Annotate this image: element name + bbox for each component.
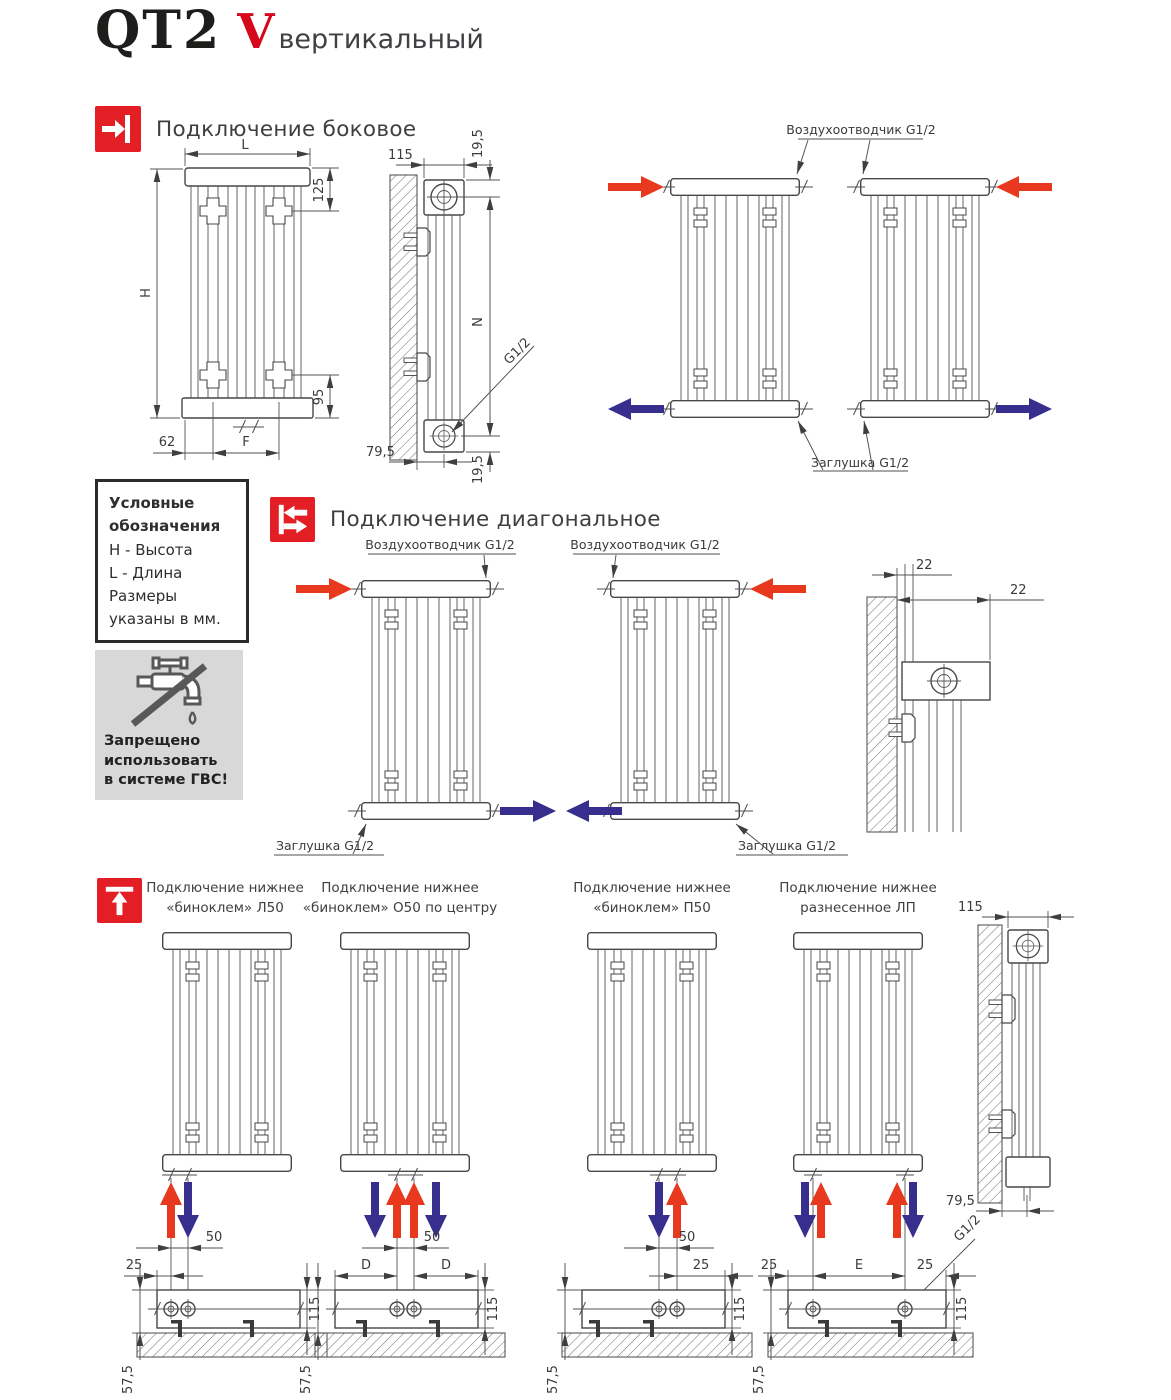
dim-25-label: 25 — [692, 1258, 710, 1273]
dim-115-label: 115 — [733, 1296, 748, 1322]
warning-line-3: в системе ГВС! — [104, 772, 229, 789]
dim-95-label: 95 — [312, 388, 327, 406]
bottom-side-profile-drawing — [940, 895, 1170, 1227]
dim-22-label: 22 — [1010, 583, 1027, 598]
dim-50-label: 50 — [205, 1230, 223, 1245]
radiator-front — [163, 933, 292, 1172]
mounting-plate — [266, 362, 292, 388]
dim-79-5-label: 79,5 — [366, 445, 395, 460]
no-hot-water-faucet-icon — [117, 654, 221, 732]
warning-line-2: использовать — [104, 752, 218, 769]
radiator-front — [861, 179, 990, 418]
dim-H-label: H — [139, 288, 154, 298]
dim-22-label: 22 — [916, 558, 933, 573]
warning-line-1: Запрещено — [104, 733, 201, 749]
legend-title-2: обозначения — [109, 517, 221, 536]
bottom-variant-2-drawing — [280, 922, 530, 1398]
model-subtitle: вертикальный — [278, 24, 484, 55]
radiator-front — [794, 933, 923, 1172]
thread-G12-label: G1/2 — [951, 1212, 984, 1245]
air-vent-callout: Воздухоотводчик G1/2 — [570, 537, 720, 552]
mounting-plate — [200, 198, 226, 224]
legend-title-1: Условные — [109, 494, 195, 512]
radiator-front — [611, 581, 740, 820]
floor-section — [768, 1333, 973, 1357]
legend-box — [95, 479, 249, 643]
dim-57-5-label: 57,5 — [546, 1365, 561, 1394]
dim-25-label: 25 — [125, 1258, 143, 1273]
dim-115-label: 115 — [308, 1296, 323, 1322]
legend-item-h: H - Высота — [109, 540, 193, 559]
return-flow-arrows — [500, 800, 622, 822]
side-profile-view-drawing — [362, 130, 557, 485]
dim-E-label: E — [854, 1258, 864, 1273]
diagonal-connection-flow-scheme — [268, 535, 868, 870]
wall-offset-detail-drawing — [852, 542, 1087, 837]
dim-57-5-label: 57,5 — [299, 1365, 314, 1394]
dim-N-label: N — [471, 317, 486, 327]
warning-box — [95, 650, 243, 800]
wall-section — [390, 175, 417, 460]
dim-F-label: F — [242, 435, 250, 450]
side-front-view-drawing — [125, 135, 390, 480]
wall-section — [978, 925, 1002, 1203]
air-vent-callout: Воздухоотводчик G1/2 — [786, 122, 936, 137]
variant-1-title: Подключение нижнее «биноклем» Л50 — [146, 880, 304, 916]
dim-D-left-label: D — [360, 1258, 372, 1273]
dim-L-label: L — [241, 138, 249, 153]
supply-flow-arrow — [160, 1182, 182, 1238]
variant-2-title: Подключение нижнее «биноклем» О50 по центру — [302, 880, 498, 916]
model-variant-letter: V — [237, 4, 275, 60]
radiator-front — [588, 933, 717, 1172]
mounting-plate — [266, 198, 292, 224]
floor-section — [315, 1333, 505, 1357]
variant-3-title: Подключение нижнее «биноклем» П50 — [573, 880, 731, 916]
dim-19-5-top-label: 19,5 — [471, 129, 486, 158]
return-flow-arrows — [794, 1182, 924, 1238]
mounting-plate — [200, 362, 226, 388]
wall-section — [867, 597, 897, 832]
side-connection-flow-scheme — [608, 118, 1048, 476]
plug-callout: Заглушка G1/2 — [810, 455, 910, 470]
legend-note-2: указаны в мм. — [109, 610, 221, 629]
supply-flow-arrows — [386, 1182, 425, 1238]
model-name: QT2 — [95, 0, 222, 61]
variant-4-title: Подключение нижнее разнесенное ЛП — [779, 880, 937, 916]
section-diagonal-title: Подключение диагональное — [330, 507, 661, 532]
dim-50-label: 50 — [423, 1230, 441, 1245]
dim-50-label: 50 — [678, 1230, 696, 1245]
dim-19-5-bottom-label: 19,5 — [471, 455, 486, 484]
plug-callout: Заглушка G1/2 — [738, 838, 837, 853]
dim-57-5-label: 57,5 — [752, 1365, 767, 1394]
radiator-front — [341, 933, 470, 1172]
section-side-title: Подключение боковое — [156, 116, 417, 142]
dim-D-right-label: D — [440, 1258, 452, 1273]
dim-115-label: 115 — [388, 148, 413, 163]
brand-header — [95, 0, 484, 61]
legend-item-l: L - Длина — [109, 563, 183, 582]
dim-62-label: 62 — [158, 435, 176, 450]
dim-115-label: 115 — [955, 1296, 970, 1322]
thread-G12-label: G1/2 — [501, 335, 534, 368]
radiator-front — [362, 581, 491, 820]
dim-25-right-label: 25 — [916, 1258, 934, 1273]
floor-section — [562, 1333, 752, 1357]
dim-25-left-label: 25 — [760, 1258, 778, 1273]
supply-flow-arrows — [810, 1182, 908, 1238]
plug-callout: Заглушка G1/2 — [276, 838, 375, 853]
dim-115-label: 115 — [958, 900, 983, 915]
return-flow-arrow — [648, 1182, 670, 1238]
dim-79-5-label: 79,5 — [946, 1194, 975, 1209]
air-vent-callout: Воздухоотводчик G1/2 — [365, 537, 515, 552]
legend-note-1: Размеры — [109, 587, 178, 605]
dim-57-5-label: 57,5 — [121, 1365, 136, 1394]
radiator-front — [671, 179, 800, 418]
return-flow-arrow — [177, 1182, 199, 1238]
dim-115-label: 115 — [486, 1296, 501, 1322]
dim-125-label: 125 — [312, 177, 327, 203]
